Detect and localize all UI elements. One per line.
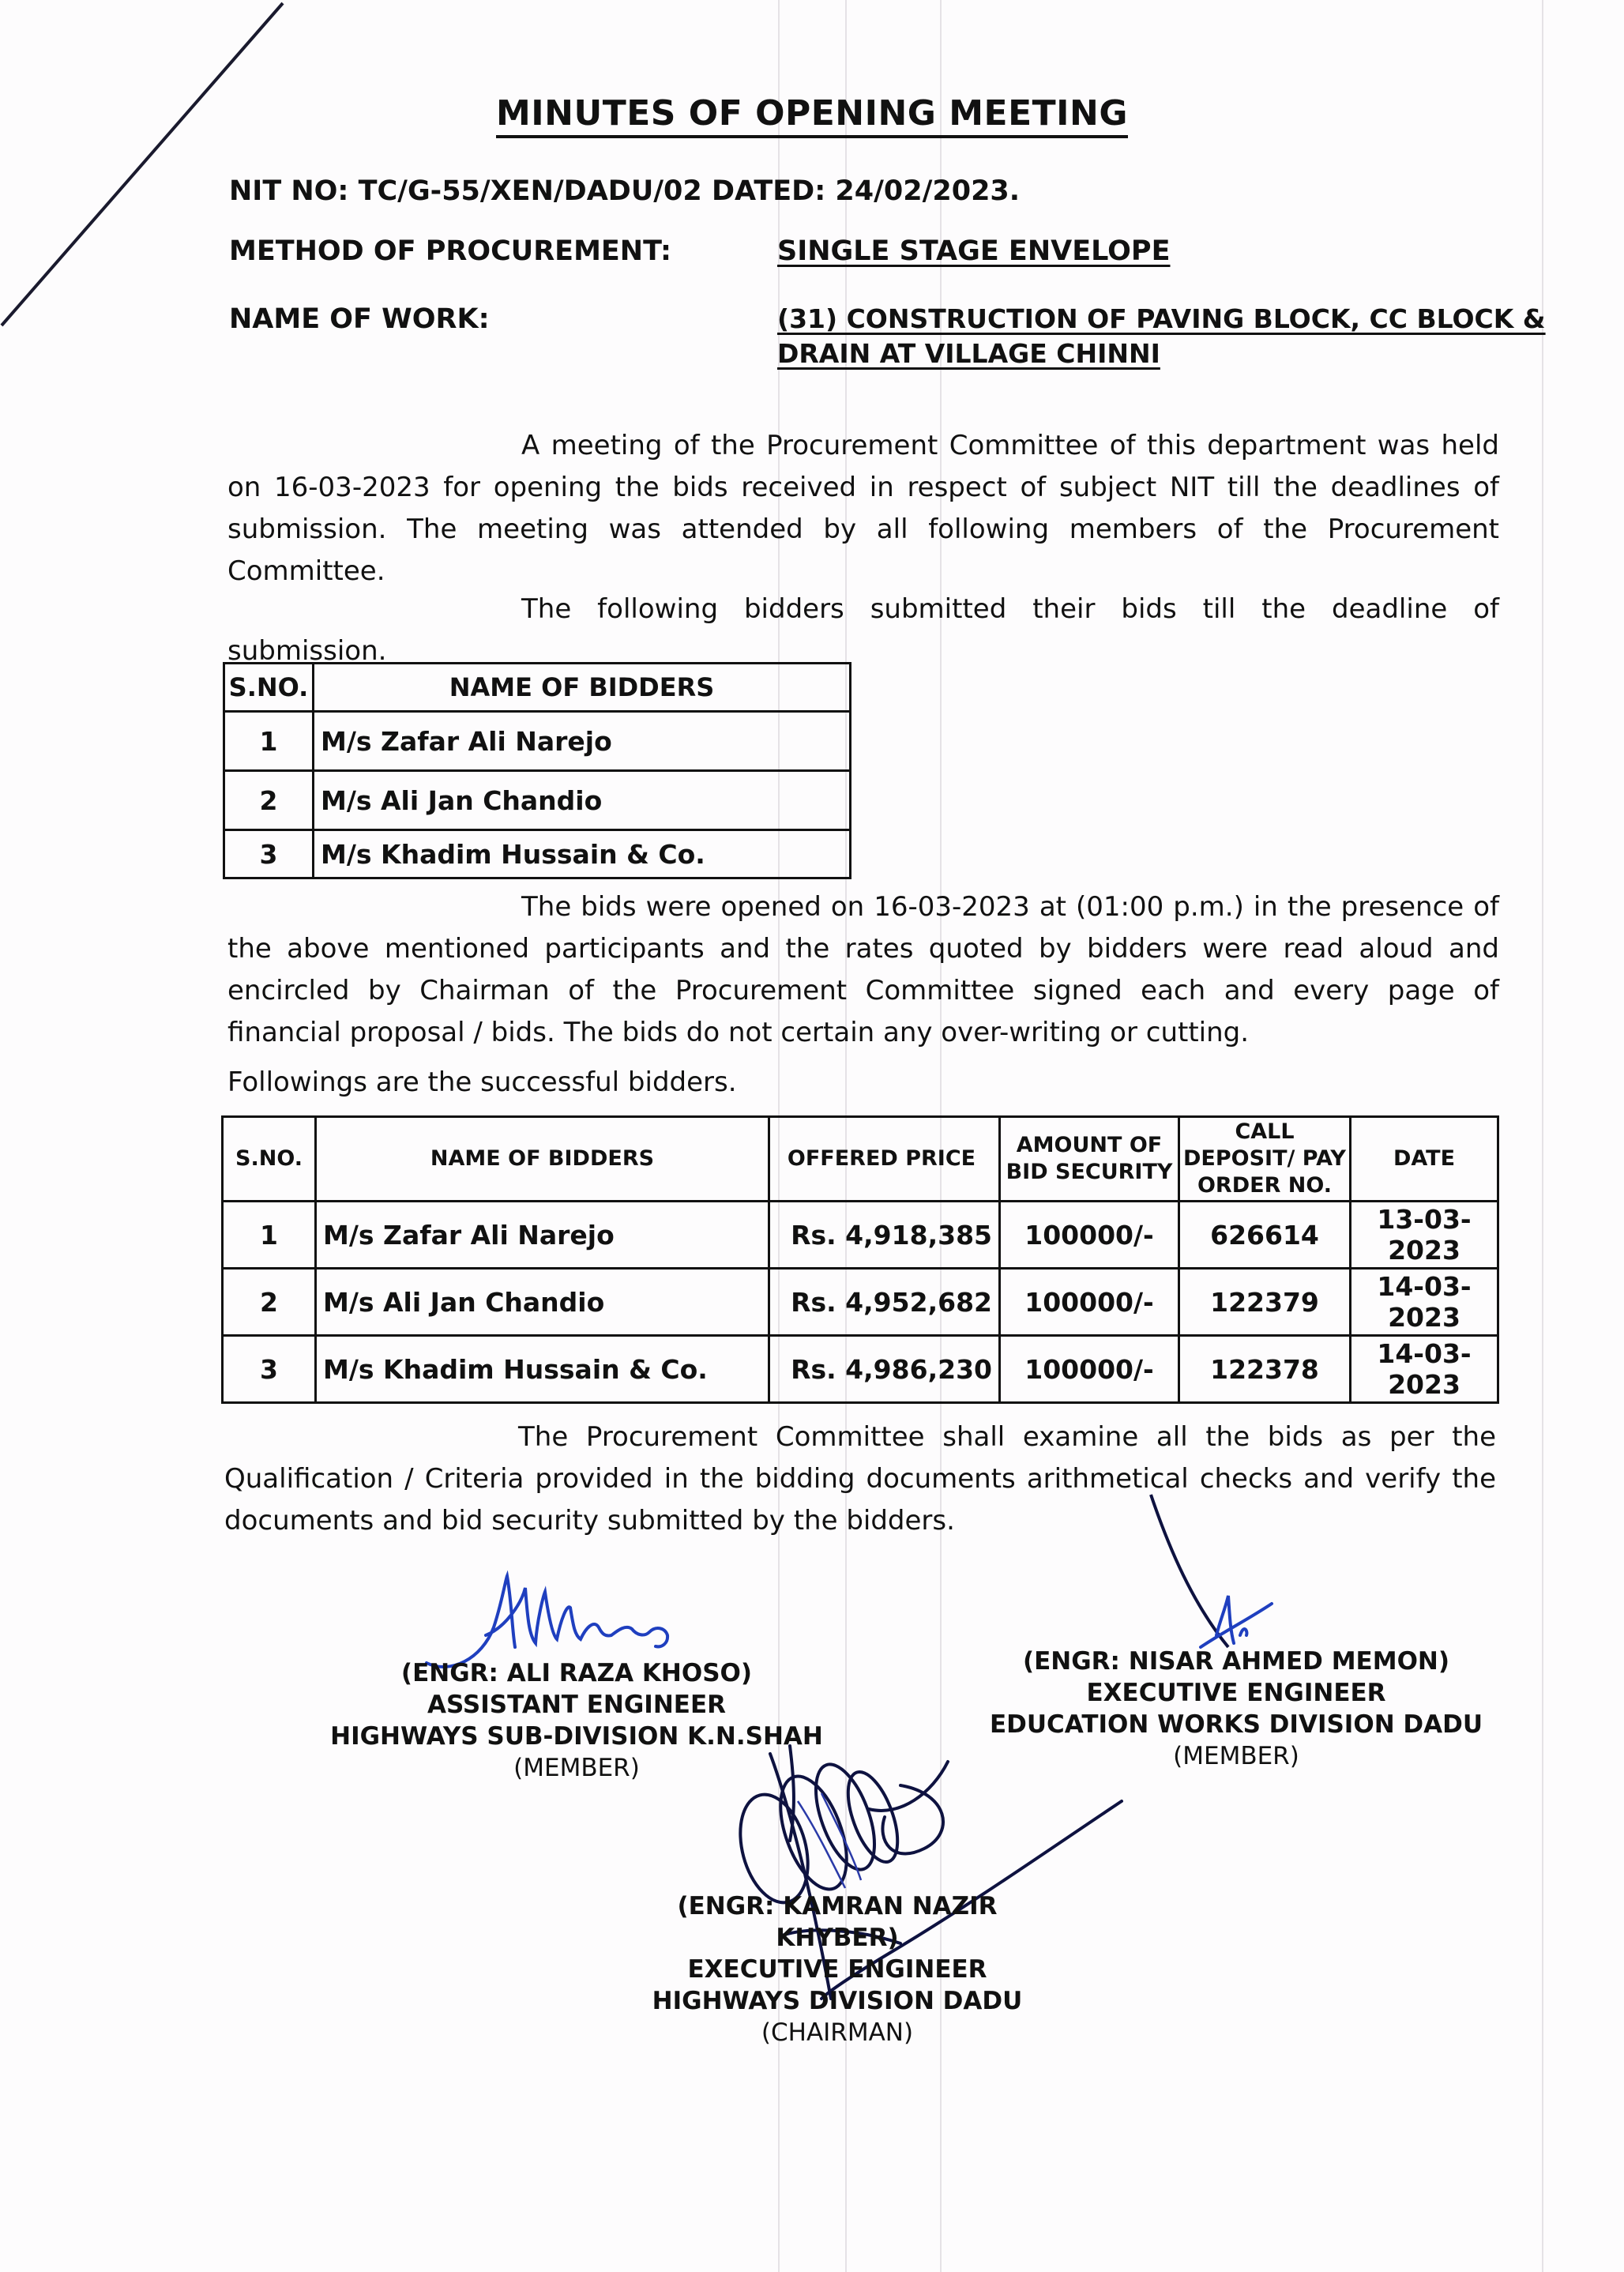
signatory-role: (MEMBER) xyxy=(513,1754,640,1782)
work-value-line2: DRAIN AT VILLAGE CHINNI xyxy=(777,338,1160,369)
meeting-paragraph: A meeting of the Procurement Committee of this department was held on 16-03-2023 for opening the bids received in respect of subject NIT till the deadlines of submission. The meeting was attended by all following members of the Procurement Committee. xyxy=(227,430,1499,587)
header-sno: S.NO. xyxy=(224,664,314,712)
bidders-table xyxy=(223,662,851,879)
cell-security: 100000/- xyxy=(1000,1202,1179,1269)
cell-date: 13-03-2023 xyxy=(1351,1202,1498,1269)
table-header-row xyxy=(224,664,851,712)
signature-nisar-ahmed-memon xyxy=(1106,1485,1280,1667)
signatory-designation: ASSISTANT ENGINEER xyxy=(427,1691,726,1719)
cell-date: 14-03-2023 xyxy=(1351,1269,1498,1336)
work-value-line1: (31) CONSTRUCTION OF PAVING BLOCK, CC BLOCK & xyxy=(777,303,1546,334)
header-bid-security: AMOUNT OF BID SECURITY xyxy=(1000,1117,1179,1202)
cell-name: M/s Ali Jan Chandio xyxy=(314,771,851,830)
cell-sno: 1 xyxy=(223,1202,316,1269)
signatory-block-3 xyxy=(616,1890,1058,2048)
page-title xyxy=(0,93,1624,134)
header-date: DATE xyxy=(1351,1117,1498,1202)
header-name: NAME OF BIDDERS xyxy=(314,664,851,712)
cell-name: M/s Zafar Ali Narejo xyxy=(316,1202,769,1269)
cell-name: M/s Khadim Hussain & Co. xyxy=(316,1336,769,1403)
work-label: NAME OF WORK: xyxy=(229,303,490,335)
table-header-row xyxy=(223,1117,1498,1202)
table-row xyxy=(224,771,851,830)
cell-name: M/s Ali Jan Chandio xyxy=(316,1269,769,1336)
cell-date: 14-03-2023 xyxy=(1351,1336,1498,1403)
cell-price: Rs. 4,986,230 xyxy=(769,1336,1000,1403)
cell-security: 100000/- xyxy=(1000,1269,1179,1336)
signatory-designation: EXECUTIVE ENGINEER xyxy=(1086,1679,1386,1707)
signatory-office: EDUCATION WORKS DIVISION DADU xyxy=(989,1710,1483,1739)
cell-security: 100000/- xyxy=(1000,1336,1179,1403)
successful-intro: Followings are the successful bidders. xyxy=(227,1066,737,1098)
method-label: METHOD OF PROCUREMENT: xyxy=(229,235,672,267)
table-row xyxy=(224,712,851,771)
cell-price: Rs. 4,952,682 xyxy=(769,1269,1000,1336)
signatory-office: HIGHWAYS SUB-DIVISION K.N.SHAH xyxy=(330,1722,823,1751)
signatory-name: (ENGR: KAMRAN NAZIR KHYBER) xyxy=(677,1892,998,1952)
table-row xyxy=(223,1336,1498,1403)
bidders-intro-paragraph: The following bidders submitted their bids till the deadline of submission. xyxy=(227,593,1499,667)
bid-opening-paragraph: The bids were opened on 16-03-2023 at (01:00 p.m.) in the presence of the above mentioned participants and the rates quoted by bidders were read aloud and encircled by Chairman of the Procurement Committee signed each and every page of financial proposal / bids. The bids do not certain any over-writing or cutting. xyxy=(227,891,1499,1048)
successful-bidders-table xyxy=(221,1115,1499,1404)
signatory-designation: EXECUTIVE ENGINEER xyxy=(687,1955,987,1984)
cell-price: Rs. 4,918,385 xyxy=(769,1202,1000,1269)
signatory-office: HIGHWAYS DIVISION DADU xyxy=(652,1987,1023,2015)
examination-paragraph: The Procurement Committee shall examine all the bids as per the Qualification / Criteria provided in the bidding documents arithmetical checks and verify the documents and bid security submitted by the bidders. xyxy=(224,1421,1496,1537)
cell-deposit-no: 122378 xyxy=(1179,1336,1351,1403)
cell-sno: 2 xyxy=(224,771,314,830)
cell-name: M/s Khadim Hussain & Co. xyxy=(314,830,851,878)
method-value: SINGLE STAGE ENVELOPE xyxy=(777,235,1171,267)
scan-fold-line xyxy=(1542,0,1543,2272)
title-text: MINUTES OF OPENING MEETING xyxy=(496,93,1128,138)
cell-sno: 2 xyxy=(223,1269,316,1336)
signatory-name: (ENGR: NISAR AHMED MEMON) xyxy=(1022,1647,1450,1676)
cell-name: M/s Zafar Ali Narejo xyxy=(314,712,851,771)
cell-sno: 1 xyxy=(224,712,314,771)
header-offered-price: OFFERED PRICE xyxy=(769,1117,1000,1202)
table-row xyxy=(224,830,851,878)
signatory-name: (ENGR: ALI RAZA KHOSO) xyxy=(400,1659,753,1687)
header-sno: S.NO. xyxy=(223,1117,316,1202)
cell-sno: 3 xyxy=(223,1336,316,1403)
header-deposit-no: CALL DEPOSIT/ PAY ORDER NO. xyxy=(1179,1117,1351,1202)
header-name: NAME OF BIDDERS xyxy=(316,1117,769,1202)
pen-stroke-mark xyxy=(0,0,316,340)
nit-line: NIT NO: TC/G-55/XEN/DADU/02 DATED: 24/02/2023. xyxy=(229,175,1021,207)
cell-deposit-no: 122379 xyxy=(1179,1269,1351,1336)
cell-sno: 3 xyxy=(224,830,314,878)
signatory-role: (MEMBER) xyxy=(1173,1742,1299,1770)
table-row xyxy=(223,1269,1498,1336)
table-row xyxy=(223,1202,1498,1269)
signatory-role: (CHAIRMAN) xyxy=(761,2018,914,2047)
cell-deposit-no: 626614 xyxy=(1179,1202,1351,1269)
